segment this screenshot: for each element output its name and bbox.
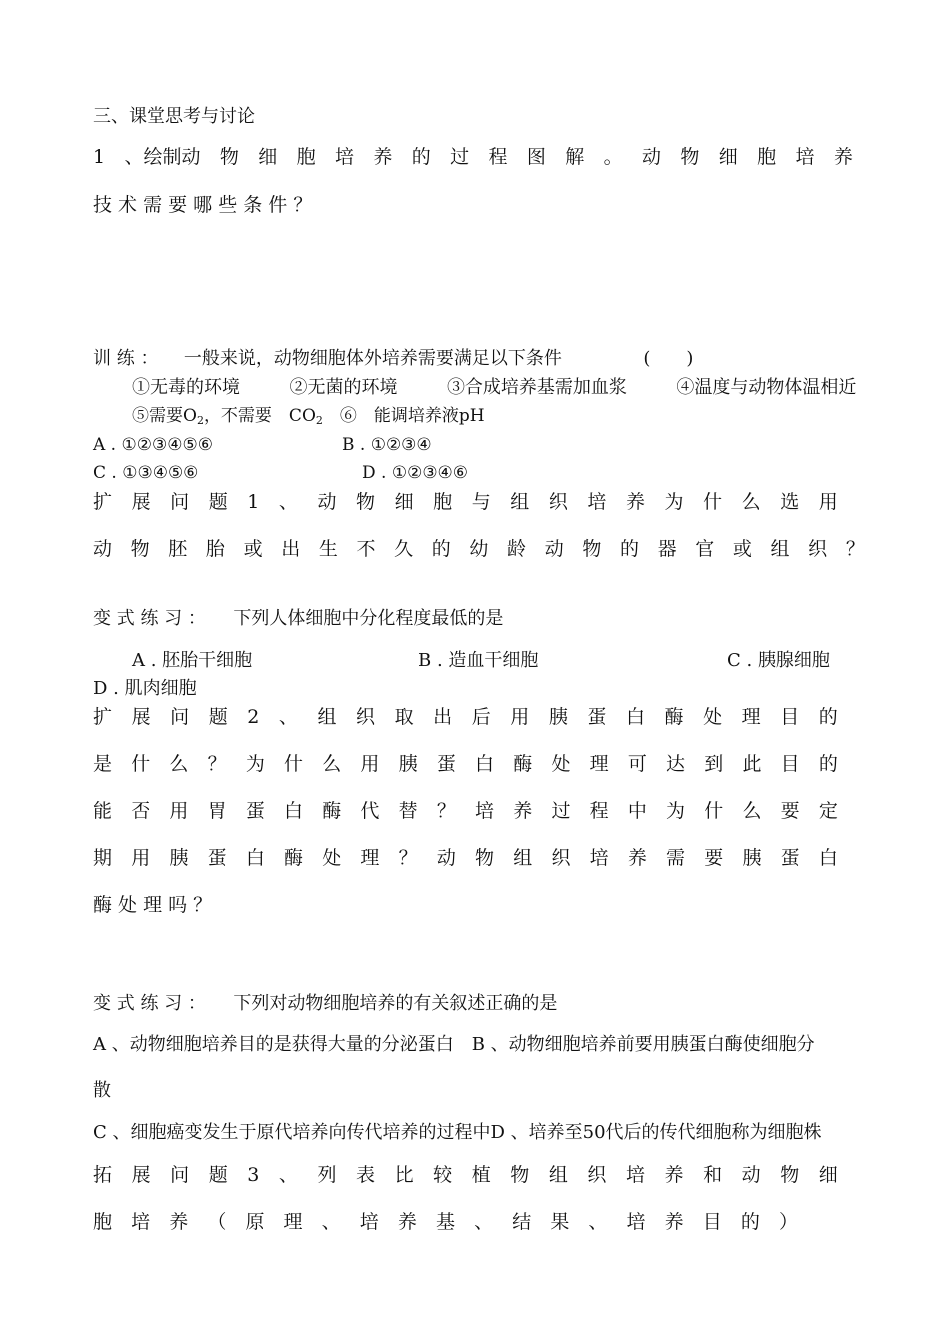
option-c: C . ①③④⑤⑥: [93, 463, 199, 483]
option-a: A . ①②③④⑤⑥: [93, 435, 213, 455]
condition-2: ②无菌的环境: [289, 377, 398, 398]
condition-4: ④温度与动物体温相近: [676, 377, 857, 398]
condition-list-line-2: [132, 408, 485, 426]
extension-question-2-line-2: 是 什 么 ？ 为 什 么 用 胰 蛋 白 酶 处 理 可 达 到 此 目 的: [93, 753, 838, 775]
variant-label: 变 式 练 习 ：: [93, 608, 206, 629]
question-1-line-2: 技 术 需 要 哪 些 条 件 ？: [93, 194, 313, 216]
variant-exercise-2: [93, 995, 557, 1013]
variant-2-options-ab-cont: 散: [93, 1080, 111, 1101]
option-d: D . ①②③④⑥: [362, 463, 469, 483]
extension-question-3-line-1: 拓 展 问 题 3 、 列 表 比 较 植 物 组 织 培 养 和 动 物 细: [93, 1164, 838, 1186]
variant-2-options-ab: A 、动物细胞培养目的是获得大量的分泌蛋白 B 、动物细胞培养前要用胰蛋白酶使细胞分: [93, 1034, 815, 1055]
variant-stem: 下列对动物细胞培养的有关叙述正确的是: [233, 993, 558, 1014]
variant-exercise-1: [93, 610, 503, 628]
option-b: B . ①②③④: [342, 435, 432, 455]
condition-6-text: ⑥ 能调培养液pH: [322, 406, 485, 426]
condition-1: ①无毒的环境: [132, 377, 240, 398]
question-1-line-1: 1 、绘制动 物 细 胞 培 养 的 过 程 图 解 。 动 物 细 胞 培 养: [93, 146, 853, 168]
condition-5-text: ⑤需要O: [132, 406, 197, 426]
training-label: 训 练 ：: [93, 348, 159, 369]
subscript-2: 2: [315, 414, 323, 427]
variant-1-option-a: A . 胚胎干细胞: [132, 650, 253, 671]
extension-question-2-line-5: 酶 处 理 吗 ？: [93, 894, 213, 916]
extension-question-1-line-1: 扩 展 问 题 1 、 动 物 细 胞 与 组 织 培 养 为 什 么 选 用: [93, 491, 838, 513]
extension-question-1-line-2: 动 物 胚 胎 或 出 生 不 久 的 幼 龄 动 物 的 器 官 或 组 织 ？: [93, 538, 865, 560]
condition-5-text-cont: ，不需要 CO: [203, 406, 316, 426]
extension-question-2-line-1: 扩 展 问 题 2 、 组 织 取 出 后 用 胰 蛋 白 酶 处 理 目 的: [93, 706, 838, 728]
condition-3: ③合成培养基需加血浆: [446, 377, 627, 398]
variant-2-options-cd: C 、细胞癌变发生于原代培养向传代培养的过程中D 、培养至50代后的传代细胞称为细胞株: [93, 1122, 822, 1143]
variant-1-option-c: C . 胰腺细胞: [727, 650, 830, 671]
condition-list-line-1: [132, 379, 856, 397]
variant-1-option-b: B . 造血干细胞: [418, 650, 539, 671]
variant-stem: 下列人体细胞中分化程度最低的是: [233, 608, 504, 629]
answer-blank: ( ): [643, 348, 694, 369]
subscript-2: 2: [196, 414, 204, 427]
training-options-line-1: [93, 437, 213, 454]
variant-1-option-d: D . 肌肉细胞: [93, 678, 197, 699]
extension-question-2-line-4: 期 用 胰 蛋 白 酶 处 理 ？ 动 物 组 织 培 养 需 要 胰 蛋 白: [93, 847, 838, 869]
training-question: [93, 350, 693, 368]
training-stem: 一般来说，动物细胞体外培养需要满足以下条件: [183, 348, 562, 369]
extension-question-3-line-2: 胞 培 养 （ 原 理 、 培 养 基 、 结 果 、 培 养 目 的 ）: [93, 1211, 798, 1233]
variant-label: 变 式 练 习 ：: [93, 993, 206, 1014]
extension-question-2-line-3: 能 否 用 胃 蛋 白 酶 代 替 ？ 培 养 过 程 中 为 什 么 要 定: [93, 800, 838, 822]
section-title: 三、课堂思考与讨论: [93, 106, 255, 127]
